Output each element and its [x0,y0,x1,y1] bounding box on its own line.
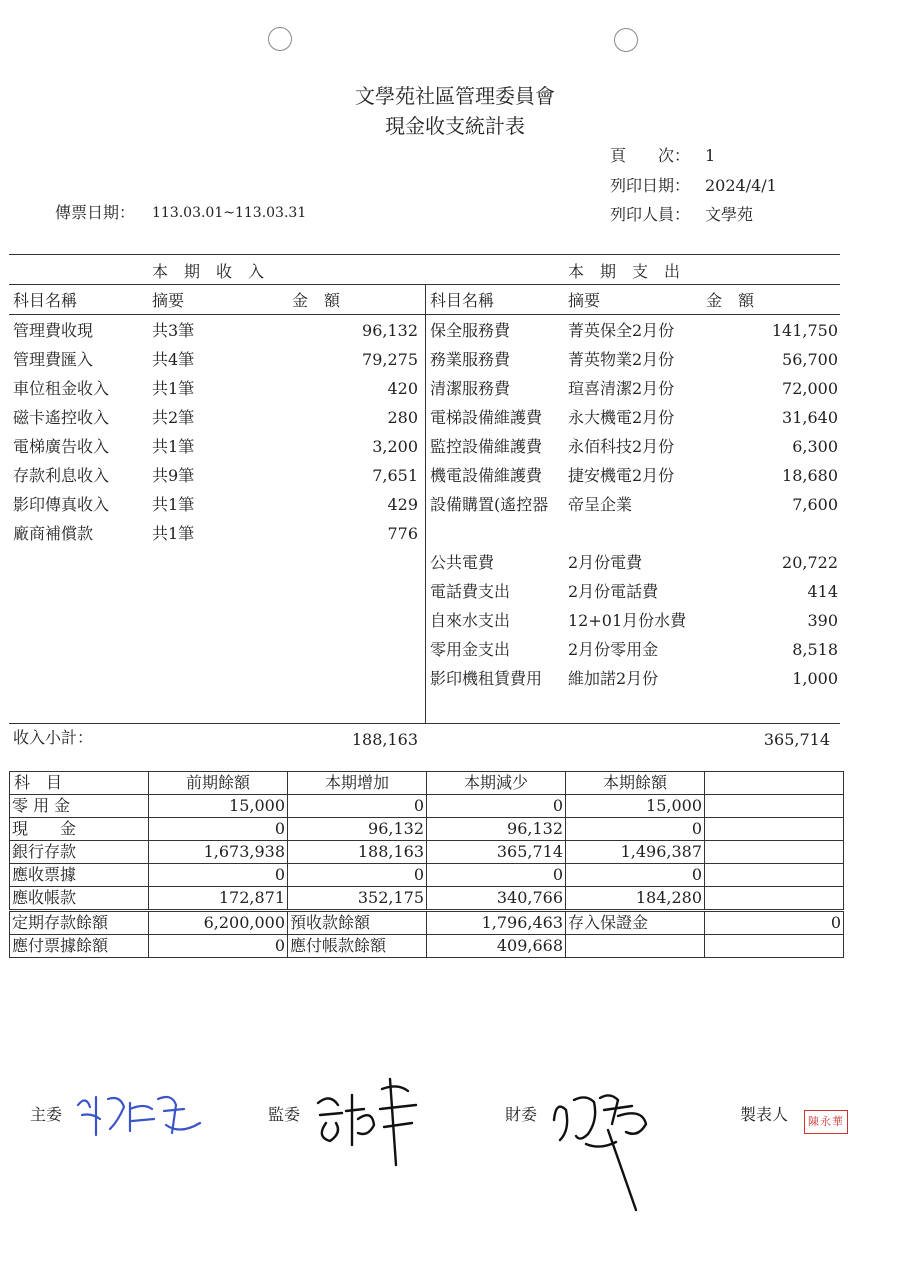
balance-dec: 0 [427,864,566,887]
expense-subject: 影印機租賃費用 [430,669,543,688]
expense-summary: 12+01月份水費 [568,611,687,630]
punch-hole-left [268,27,292,51]
expense-summary: 2月份電費 [568,553,643,572]
expense-summary: 永佰科技2月份 [568,437,675,456]
balance-row [10,887,844,911]
expense-subject: 電梯設備維護費 [430,408,543,427]
extra-value-3: 0 [705,911,844,935]
income-summary: 共9筆 [152,466,195,485]
income-subject: 影印傳真收入 [13,495,110,514]
expense-amount: 1,000 [792,669,838,688]
expense-summary: 2月份電話費 [568,582,659,601]
expense-subject: 監控設備維護費 [430,437,543,456]
income-subtotal-label: 收入小計： [13,728,94,747]
balance-row [10,818,844,841]
expense-col-amount: 金 額 [706,291,755,310]
print-date-label: 列印日期： [610,176,691,195]
balance-prev: 172,871 [149,887,288,911]
expense-subject: 機電設備維護費 [430,466,543,485]
expense-section-title: 本 期 支 出 [568,262,681,281]
printer-label: 列印人員： [610,205,691,224]
income-amount: 280 [387,408,418,427]
income-amount: 79,275 [362,350,418,369]
expense-amount: 72,000 [782,379,838,398]
balance-curr: 1,496,387 [566,841,705,864]
supervisor-label: 監委 [268,1105,301,1124]
balance-inc: 0 [288,795,427,818]
expense-subject: 公共電費 [430,553,495,572]
rule-middle [425,284,426,724]
rule-bottom [9,723,840,724]
income-amount: 429 [387,495,418,514]
balance-curr: 184,280 [566,887,705,911]
income-summary: 共1筆 [152,495,195,514]
income-subject: 管理費匯入 [13,350,94,369]
balance-extra-row [10,935,844,958]
income-col-amount: 金 額 [292,291,341,310]
punch-hole-right [614,28,638,52]
supervisor-signature [312,1075,432,1170]
extra-value-3 [705,935,844,958]
chair-label: 主委 [30,1105,63,1124]
balance-row [10,864,844,887]
income-col-subject: 科目名稱 [13,291,78,310]
balance-header-prev: 前期餘額 [149,772,288,795]
expense-subject: 保全服務費 [430,321,511,340]
expense-amount: 18,680 [782,466,838,485]
balance-extra-row [10,911,844,935]
income-subject: 廠商補償款 [13,524,94,543]
expense-summary: 永大機電2月份 [568,408,675,427]
balance-subject: 現 金 [10,818,149,841]
balance-row [10,841,844,864]
balance-blank [705,841,844,864]
expense-subject: 自來水支出 [430,611,511,630]
income-subject: 管理費收現 [13,321,94,340]
expense-subject: 設備購置(遙控器 [430,495,549,514]
balance-header-curr: 本期餘額 [566,772,705,795]
finance-label: 財委 [505,1105,538,1124]
balance-inc: 352,175 [288,887,427,911]
income-subject: 存款利息收入 [13,466,110,485]
income-summary: 共4筆 [152,350,195,369]
balance-subject: 應收票據 [10,864,149,887]
balance-header-inc: 本期增加 [288,772,427,795]
balance-subject: 銀行存款 [10,841,149,864]
income-subtotal-value: 188,163 [351,730,418,749]
balance-prev: 1,673,938 [149,841,288,864]
balance-blank [705,864,844,887]
chair-signature [72,1085,212,1145]
expense-subject: 務業服務費 [430,350,511,369]
extra-value-1: 0 [149,935,288,958]
expense-subject: 清潔服務費 [430,379,511,398]
extra-label-2: 應付帳款餘額 [288,935,427,958]
maker-stamp: 陳永華 [804,1110,848,1134]
balance-dec: 365,714 [427,841,566,864]
report-title: 現金收支統計表 [385,114,525,138]
income-amount: 96,132 [362,321,418,340]
expense-amount: 141,750 [771,321,838,340]
income-summary: 共3筆 [152,321,195,340]
balance-blank [705,887,844,911]
income-summary: 共1筆 [152,437,195,456]
income-section-title: 本 期 收 入 [152,262,265,281]
rule-top [9,254,840,255]
balance-prev: 15,000 [149,795,288,818]
extra-label-3: 存入保證金 [566,911,705,935]
expense-amount: 31,640 [782,408,838,427]
balance-header-blank [705,772,844,795]
expense-col-subject: 科目名稱 [430,291,495,310]
expense-summary: 維加諾2月份 [568,669,659,688]
expense-summary: 2月份零用金 [568,640,659,659]
income-summary: 共1筆 [152,379,195,398]
print-date-value: 2024/4/1 [705,176,777,195]
balance-prev: 0 [149,864,288,887]
expense-amount: 390 [807,611,838,630]
income-summary: 共2筆 [152,408,195,427]
balance-curr: 0 [566,864,705,887]
expense-amount: 56,700 [782,350,838,369]
income-amount: 420 [387,379,418,398]
income-subject: 電梯廣告收入 [13,437,110,456]
balance-table [9,771,844,958]
voucher-date-label: 傳票日期： [55,203,136,222]
income-summary: 共1筆 [152,524,195,543]
expense-subject: 零用金支出 [430,640,511,659]
extra-value-2: 1,796,463 [427,911,566,935]
page-value: 1 [705,146,716,165]
expense-amount: 8,518 [792,640,838,659]
balance-header-row [10,772,844,795]
extra-label-1: 定期存款餘額 [10,911,149,935]
printer-value: 文學苑 [705,205,754,224]
expense-col-summary: 摘要 [568,291,601,310]
balance-prev: 0 [149,818,288,841]
extra-label-3 [566,935,705,958]
extra-label-1: 應付票據餘額 [10,935,149,958]
balance-inc: 188,163 [288,841,427,864]
balance-dec: 96,132 [427,818,566,841]
balance-blank [705,818,844,841]
balance-curr: 15,000 [566,795,705,818]
maker-label: 製表人 [740,1105,789,1124]
expense-summary: 瑄喜清潔2月份 [568,379,675,398]
expense-summary: 菁英物業2月份 [568,350,675,369]
balance-row [10,795,844,818]
org-title: 文學苑社區管理委員會 [355,84,555,108]
income-col-summary: 摘要 [152,291,185,310]
balance-dec: 340,766 [427,887,566,911]
expense-summary: 菁英保全2月份 [568,321,675,340]
income-amount: 3,200 [372,437,418,456]
income-amount: 7,651 [372,466,418,485]
expense-subtotal-value: 365,714 [763,730,830,749]
expense-summary: 捷安機電2月份 [568,466,675,485]
extra-value-2: 409,668 [427,935,566,958]
finance-signature [546,1080,656,1220]
balance-inc: 0 [288,864,427,887]
income-amount: 776 [387,524,418,543]
income-subject: 磁卡遙控收入 [13,408,110,427]
balance-curr: 0 [566,818,705,841]
expense-summary: 帝呈企業 [568,495,633,514]
balance-header-dec: 本期減少 [427,772,566,795]
balance-subject: 應收帳款 [10,887,149,911]
balance-subject: 零 用 金 [10,795,149,818]
balance-header-subject: 科 目 [10,772,149,795]
balance-inc: 96,132 [288,818,427,841]
expense-amount: 6,300 [792,437,838,456]
voucher-date-value: 113.03.01~113.03.31 [152,205,307,221]
expense-amount: 20,722 [782,553,838,572]
expense-amount: 7,600 [792,495,838,514]
balance-blank [705,795,844,818]
balance-dec: 0 [427,795,566,818]
extra-value-1: 6,200,000 [149,911,288,935]
income-subject: 車位租金收入 [13,379,110,398]
expense-amount: 414 [807,582,838,601]
page-label: 頁 次： [610,146,691,165]
extra-label-2: 預收款餘額 [288,911,427,935]
expense-subject: 電話費支出 [430,582,511,601]
